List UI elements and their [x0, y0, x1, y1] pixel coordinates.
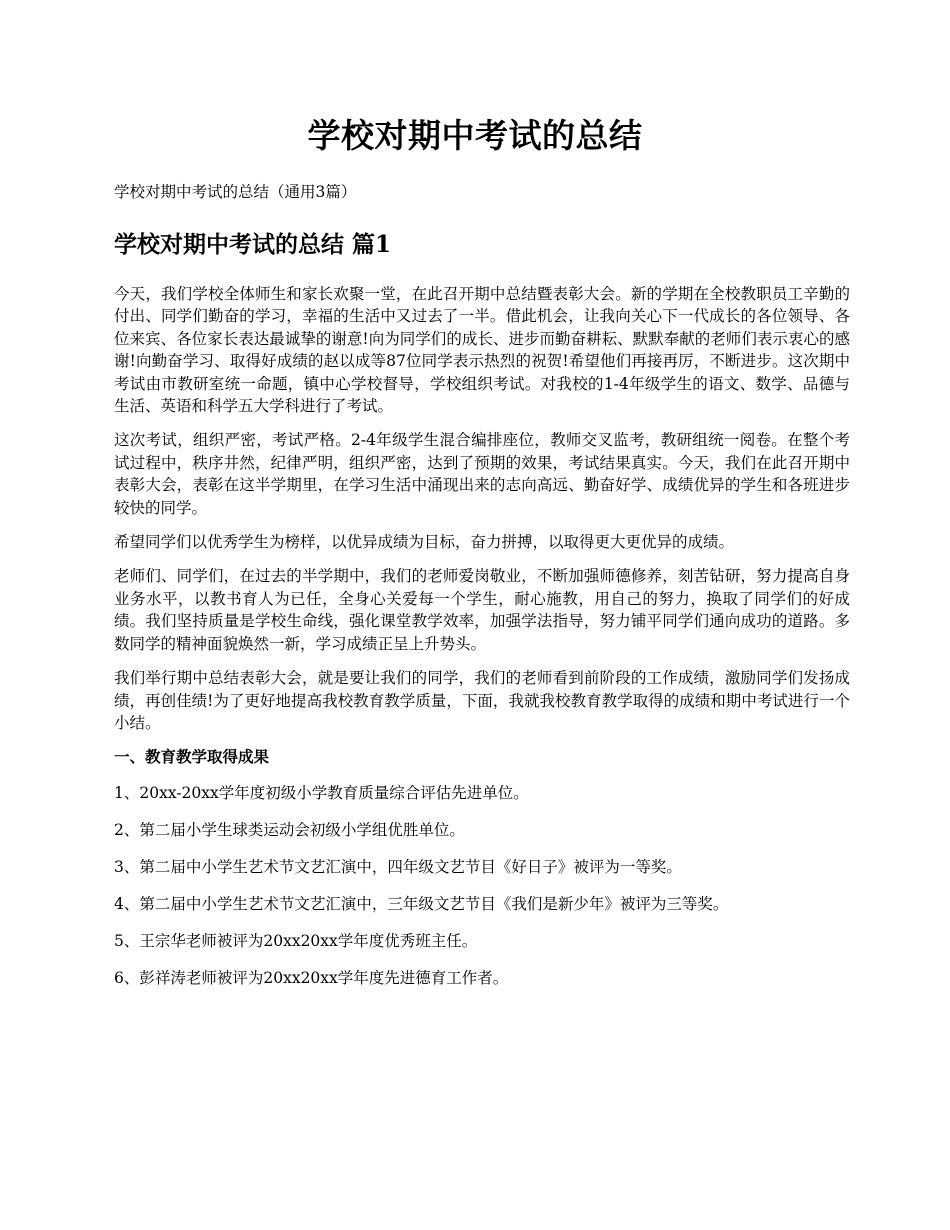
- list-item: 5、王宗华老师被评为20xx20xx学年度优秀班主任。: [114, 932, 478, 951]
- list-item: 3、第二届中小学生艺术节文艺汇演中，四年级文艺节目《好日子》被评为一等奖。: [114, 858, 682, 877]
- paragraph: 老师们、同学们，在过去的半学期中，我们的老师爱岗敬业，不断加强师德修养，刻苦钻研，努力提高自身业务水平，以教书育人为已任，全身心关爱每一个学生，耐心施教，用自己的努力，换取了同学们的好成绩。我们坚持质量是学校生命线，强化课堂教学效率，加强学法指导，努力铺平同学们通向成功的道路。多数同学的精神面貌焕然一新，学习成绩正呈上升势头。: [114, 567, 850, 653]
- document-subtitle: 学校对期中考试的总结（通用3篇）: [114, 183, 357, 201]
- paragraph: 今天，我们学校全体师生和家长欢聚一堂，在此召开期中总结暨表彰大会。新的学期在全校教职员工辛勤的付出、同学们勤奋的学习，幸福的生活中又过去了一半。借此机会，让我向关心下一代成长的各位领导、各位来宾、各位家长表达最诚挚的谢意!向为同学们的成长、进步而勤奋耕耘、默默奉献的老师们表示衷心的感谢!向勤奋学习、取得好成绩的赵以成等87位同学表示热烈的祝贺!希望他们再接再厉，不断进步。这次期中考试由市教研室统一命题，镇中心学校督导，学校组织考试。对我校的1-4年级学生的语文、数学、品德与生活、英语和科学五大学科进行了考试。: [114, 285, 850, 416]
- paragraph: 希望同学们以优秀学生为榜样，以优异成绩为目标，奋力拼搏，以取得更大更优异的成绩。: [114, 533, 735, 552]
- document-title: 学校对期中考试的总结: [307, 116, 643, 155]
- document-body: [114, 283, 850, 1004]
- paragraph: 这次考试，组织严密，考试严格。2-4年级学生混合编排座位，教师交叉监考，教研组统一阅卷。在整个考试过程中，秩序井然，纪律严明，组织严密，达到了预期的效果，考试结果真实。今天，我们在此召开期中表彰大会，表彰在这半学期里，在学习生活中涌现出来的志向高远、勤奋好学、成绩优异的学生和各班进步较快的同学。: [114, 431, 850, 517]
- list-item: 2、第二届小学生球类运动会初级小学组优胜单位。: [114, 821, 465, 840]
- section-heading: 学校对期中考试的总结 篇1: [114, 231, 392, 258]
- list-item: 4、第二届中小学生艺术节文艺汇演中，三年级文艺节目《我们是新少年》被评为三等奖。: [114, 895, 729, 914]
- list-item: 6、彭祥涛老师被评为20xx20xx学年度先进德育工作者。: [114, 969, 509, 988]
- paragraph: 我们举行期中总结表彰大会，就是要让我们的同学，我们的老师看到前阶段的工作成绩，激励同学们发扬成绩，再创佳绩!为了更好地提高我校教育教学质量，下面，我就我校教育教学取得的成绩和期中考试进行一个小结。: [114, 669, 850, 732]
- list-item: 1、20xx-20xx学年度初级小学教育质量综合评估先进单位。: [114, 784, 529, 803]
- subsection-heading: 一、教育教学取得成果: [114, 747, 270, 767]
